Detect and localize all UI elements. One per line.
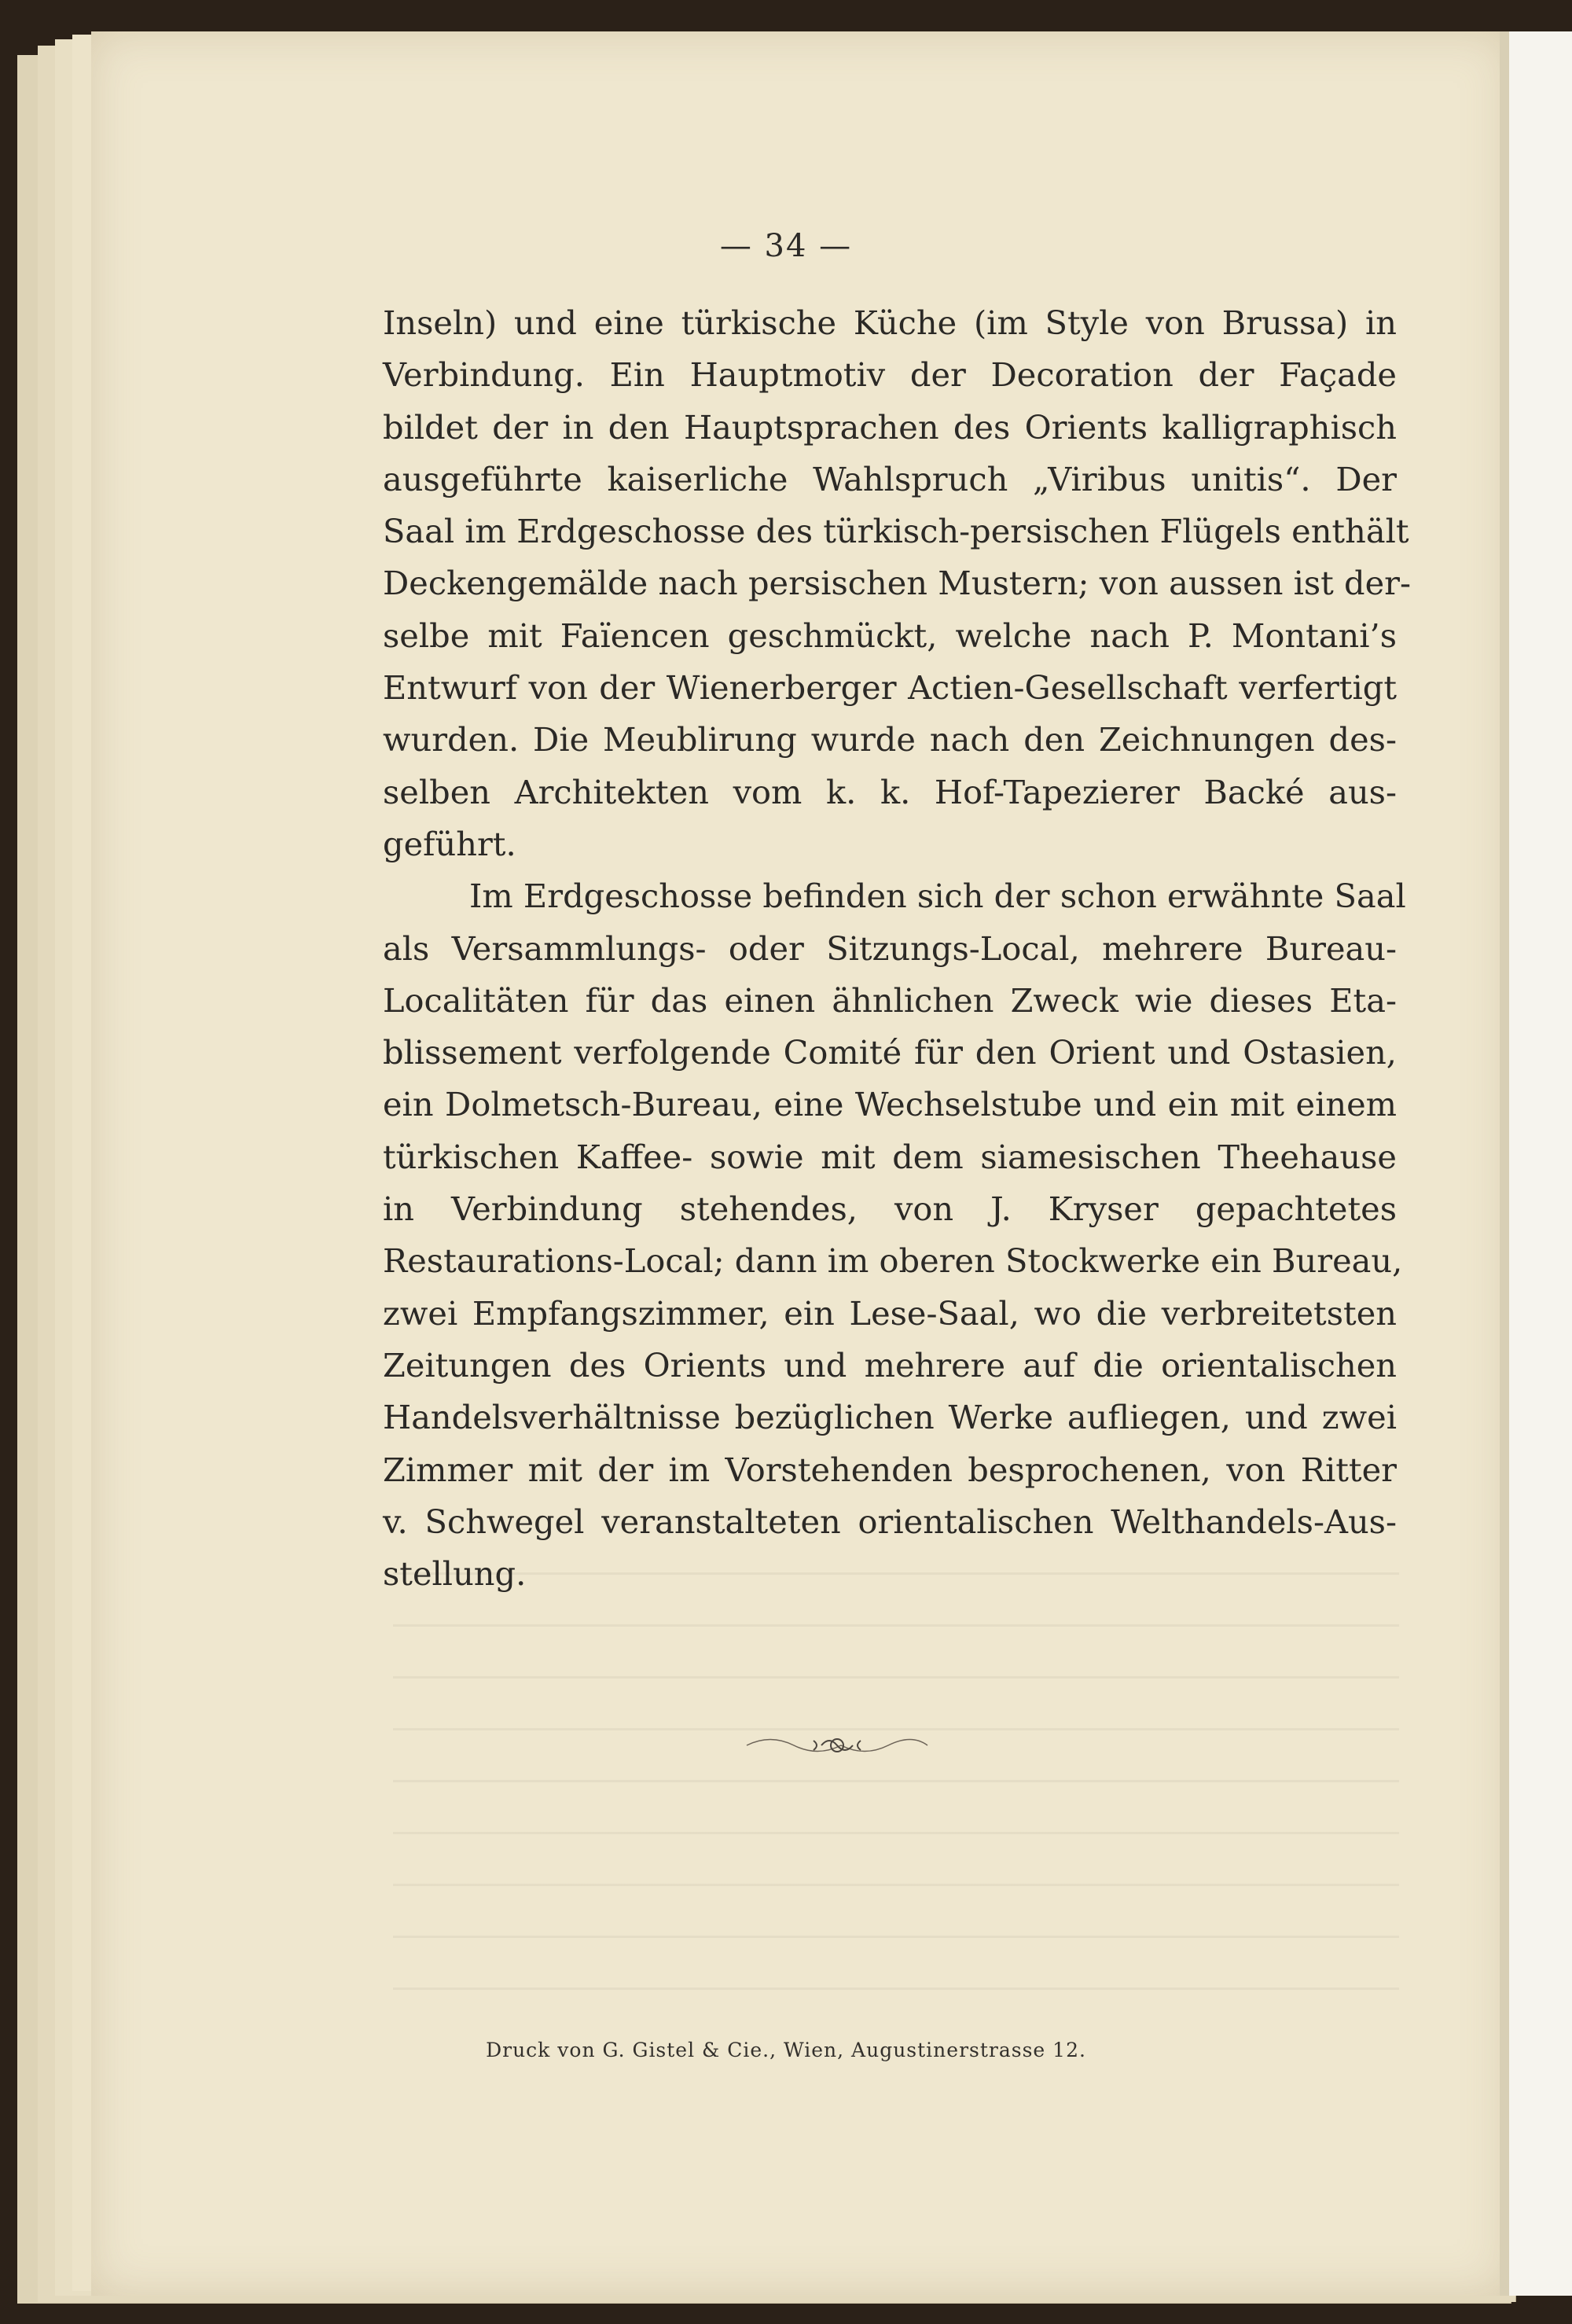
text-line: Restaurations-Local; dann im oberen Stockwerke ein Bureau,	[383, 1241, 1403, 1281]
text-line: Localitäten für das einen ähnlichen Zweck wie dieses Eta-	[383, 980, 1397, 1020]
text-line: Saal im Erdgeschosse des türkisch-persischen Flügels enthält	[383, 512, 1409, 551]
text-line: in Verbindung stehendes, von J. Kryser gepachtetes	[383, 1190, 1397, 1229]
text-line: v. Schwegel veranstalteten orientalischen Welthandels-Aus-	[383, 1502, 1397, 1541]
text-line: als Versammlungs- oder Sitzungs-Local, mehrere Bureau-	[383, 928, 1397, 968]
text-line: selbe mit Faïencen geschmückt, welche nach P. Montani’s	[383, 616, 1397, 655]
text-line: Deckengemälde nach persischen Mustern; von aussen ist der-	[383, 564, 1412, 603]
text-line: blissement verfolgende Comité für den Orient und Ostasien,	[383, 1033, 1397, 1072]
text-line: stellung.	[383, 1554, 527, 1594]
text-line: ausgeführte kaiserliche Wahlspruch „Viribus unitis“. Der	[383, 459, 1397, 498]
text-line: Im Erdgeschosse befinden sich der schon erwähnte Saal	[469, 877, 1406, 916]
text-line: Entwurf von der Wienerberger Actien-Gesellschaft verfertigt	[383, 668, 1397, 708]
page-margin-strip	[1509, 31, 1572, 2296]
text-line: geführt.	[383, 824, 516, 863]
text-line: Zeitungen des Orients und mehrere auf die orientalischen	[383, 1345, 1397, 1384]
text-line: selben Architekten vom k. k. Hof-Tapezierer Backé aus-	[383, 772, 1397, 811]
text-line: Handelsverhältnisse bezüglichen Werke aufliegen, und zwei	[383, 1398, 1397, 1437]
text-line: Inseln) und eine türkische Küche (im Style von Brussa) in	[383, 303, 1397, 342]
text-line: Verbindung. Ein Hauptmotiv der Decoration der Façade	[383, 355, 1397, 395]
text-line: zwei Empfangszimmer, ein Lese-Saal, wo die verbreitetsten	[383, 1293, 1397, 1333]
tailpiece-ornament-icon	[739, 1730, 935, 1761]
page-number: — 34 —	[719, 228, 853, 264]
body-text	[383, 297, 1412, 1600]
text-line: Zimmer mit der im Vorstehenden besprochenen, von Ritter	[383, 1450, 1397, 1489]
show-through-text	[393, 1572, 1399, 2013]
text-line: türkischen Kaffee- sowie mit dem siamesischen Theehause	[383, 1137, 1397, 1176]
text-line: wurden. Die Meublirung wurde nach den Zeichnungen des-	[383, 720, 1397, 759]
printer-imprint: Druck von G. Gistel & Cie., Wien, Augustinerstrasse 12.	[486, 2039, 1086, 2061]
text-line: bildet der in den Hauptsprachen des Orients kalligraphisch	[383, 407, 1397, 447]
text-line: ein Dolmetsch-Bureau, eine Wechselstube und ein mit einem	[383, 1085, 1397, 1124]
